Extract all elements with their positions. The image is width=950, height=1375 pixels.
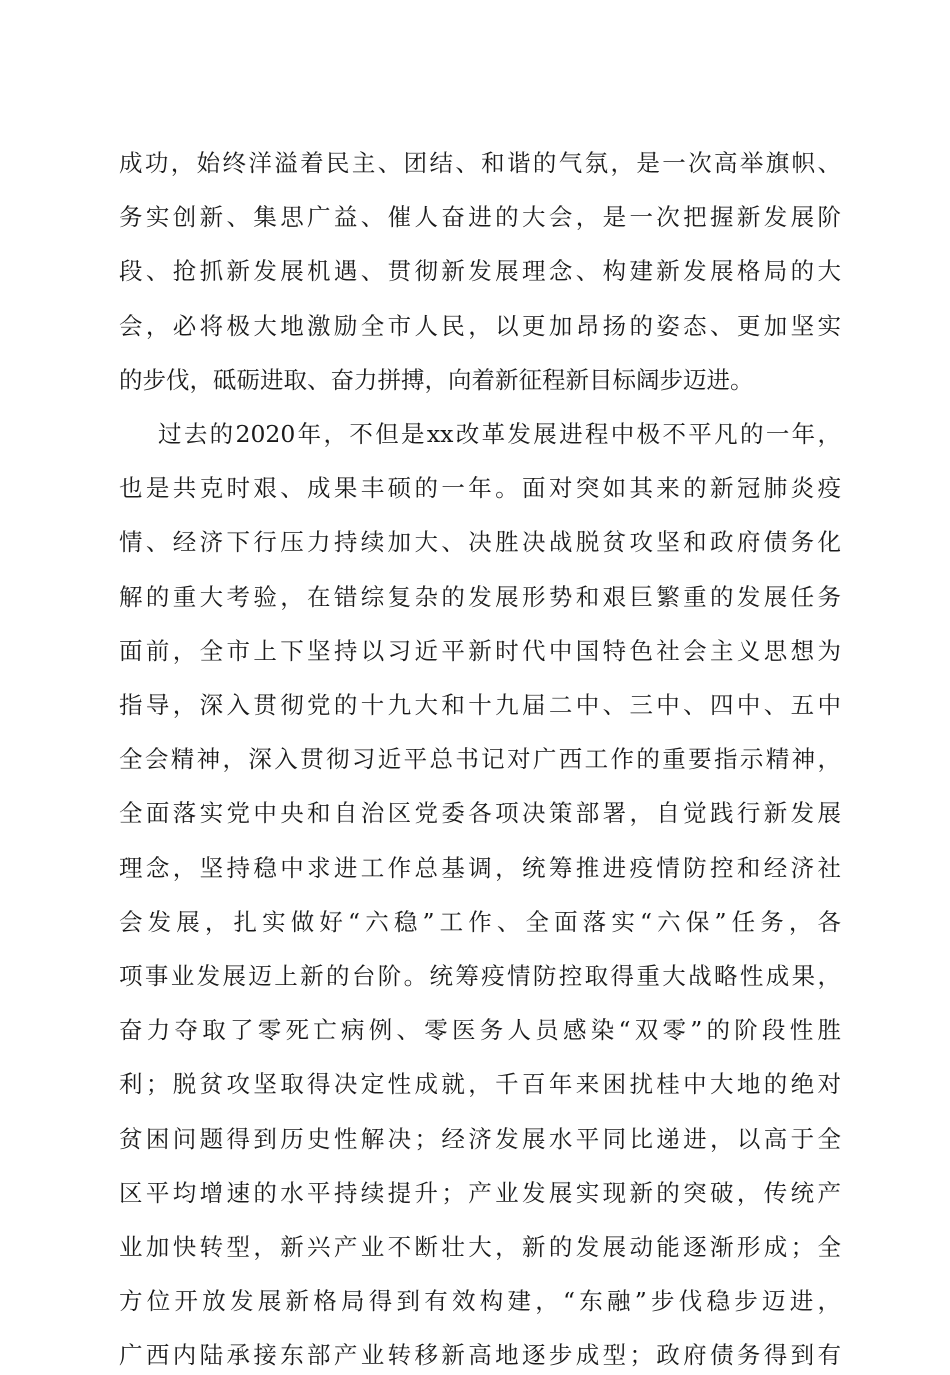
paragraph-2-line-12: 奋力夺取了零死亡病例、零医务人员感染“双零”的阶段性胜 bbox=[119, 1016, 841, 1044]
paragraph-1-line-1: 成功，始终洋溢着民主、团结、和谐的气氛，是一次高举旗帜、 bbox=[119, 149, 841, 177]
paragraph-2-line-8: 全面落实党中央和自治区党委各项决策部署，自觉践行新发展 bbox=[119, 799, 841, 827]
paragraph-1-line-2: 务实创新、集思广益、催人奋进的大会，是一次把握新发展阶 bbox=[119, 203, 841, 231]
paragraph-2-line-15: 区平均增速的水平持续提升；产业发展实现新的突破，传统产 bbox=[119, 1179, 841, 1207]
paragraph-2-line-4: 解的重大考验，在错综复杂的发展形势和艰巨繁重的发展任务 bbox=[119, 583, 841, 611]
paragraph-2-line-5: 面前，全市上下坚持以习近平新时代中国特色社会主义思想为 bbox=[119, 637, 841, 665]
paragraph-2-line-17: 方位开放发展新格局得到有效构建，“东融”步伐稳步迈进， bbox=[119, 1287, 841, 1315]
paragraph-2-line-3: 情、经济下行压力持续加大、决胜决战脱贫攻坚和政府债务化 bbox=[119, 528, 841, 556]
paragraph-1-line-5: 的步伐，砥砺进取、奋力拼搏，向着新征程新目标阔步迈进。 bbox=[119, 366, 754, 394]
paragraph-2-line-14: 贫困问题得到历史性解决；经济发展水平同比递进，以高于全 bbox=[119, 1125, 841, 1153]
paragraph-2-line-16: 业加快转型，新兴产业不断壮大，新的发展动能逐渐形成；全 bbox=[119, 1233, 841, 1261]
paragraph-2-line-6: 指导，深入贯彻党的十九大和十九届二中、三中、四中、五中 bbox=[119, 691, 841, 719]
paragraph-2-line-10: 会发展，扎实做好“六稳”工作、全面落实“六保”任务，各 bbox=[119, 908, 841, 936]
paragraph-2-line-18: 广西内陆承接东部产业转移新高地逐步成型；政府债务得到有 bbox=[119, 1341, 841, 1369]
paragraph-2-line-7: 全会精神，深入贯彻习近平总书记对广西工作的重要指示精神， bbox=[119, 745, 841, 773]
paragraph-2-line-1: 过去的2020年，不但是xx改革发展进程中极不平凡的一年， bbox=[158, 420, 841, 448]
paragraph-1-line-4: 会，必将极大地激励全市人民，以更加昂扬的姿态、更加坚实 bbox=[119, 312, 841, 340]
paragraph-2-line-2: 也是共克时艰、成果丰硕的一年。面对突如其来的新冠肺炎疫 bbox=[119, 474, 841, 502]
paragraph-2-line-9: 理念，坚持稳中求进工作总基调，统筹推进疫情防控和经济社 bbox=[119, 854, 841, 882]
paragraph-2-line-13: 利；脱贫攻坚取得决定性成就，千百年来困扰桂中大地的绝对 bbox=[119, 1070, 841, 1098]
paragraph-2-line-11: 项事业发展迈上新的台阶。统筹疫情防控取得重大战略性成果， bbox=[119, 962, 841, 990]
paragraph-1-line-3: 段、抢抓新发展机遇、贯彻新发展理念、构建新发展格局的大 bbox=[119, 257, 841, 285]
